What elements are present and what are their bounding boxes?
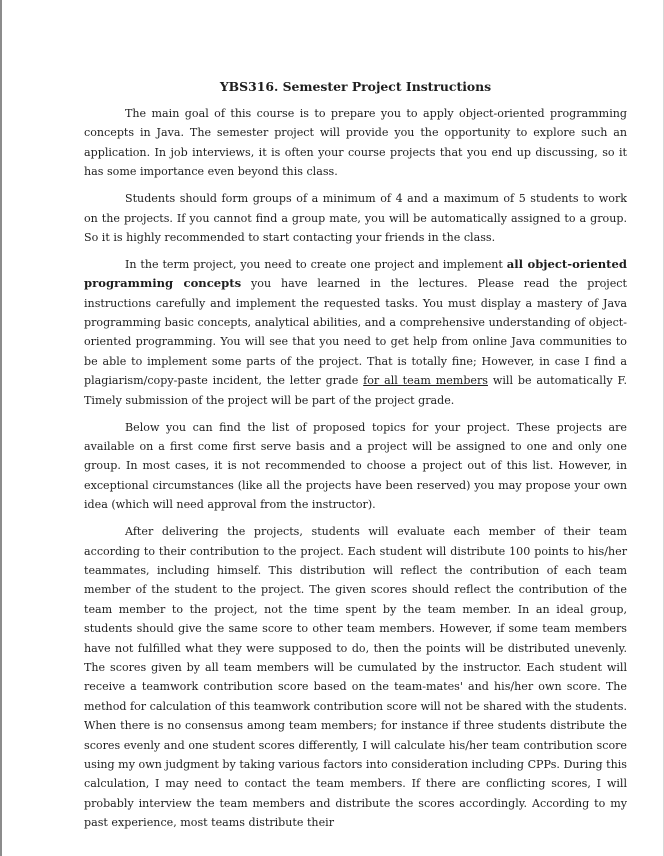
- emphasis-oop-concepts: all object-oriented programming concepts: [84, 256, 627, 291]
- requirements-middle-text: you have learned in the lectures. Please read the project instructions carefully and implement the requested tasks. You must display a mastery of Java programming basic concepts, analytical abilities, and a comprehensive understanding of object-oriented programming. You will see that you need to get help from online Java communities to be able to implement some parts of the project. That is totally fine; However, in case I find a plagiarism/copy-paste incident, the letter grade: [84, 277, 627, 388]
- requirements-intro-text: In the term project, you need to create one project and implement: [125, 257, 507, 271]
- document-page: [84, 76, 627, 833]
- paragraph-course-goal: The main goal of this course is to prepare you to apply object-oriented programming concepts in Java. The semester project will provide you the opportunity to explore such an application. In job interviews, it is often your course projects that you end up discussing, so it has some importance even beyond this class.: [84, 107, 627, 179]
- underline-all-team-members: for all team members: [363, 374, 488, 388]
- paragraph-proposed-topics: Below you can find the list of proposed topics for your project. These projects are available on a first come first serve basis and a project will be assigned to one and only one group. In most cases, it is not recommended to choose a project out of this list. However, in exceptional circumstances (like all the projects have been reserved) you may propose your own idea (which will need approval from the instructor).: [84, 420, 627, 512]
- document-title: YBS316. Semester Project Instructions: [219, 79, 492, 94]
- paragraph-peer-evaluation: After delivering the projects, students will evaluate each member of their team according to their contribution to the project. Each student will distribute 100 points to his/her teammates, including himself. This distribution will reflect the contribution of each team member of the student to the project. The given scores should reflect the contribution of the team member to the project, not the time spent by the team member. In an ideal group, students should give the same score to other team members. However, if some team members have not fulfilled what they were supposed to do, then the points will be distributed unevenly. The scores given by all team members will be cumulated by the instructor. Each student will receive a teamwork contribution score based on the team-mates' and his/her own score. The method for calculation of this teamwork contribution score will not be shared with the students. When there is no consensus among team members; for instance if three students distribute the scores evenly and one student scores differently, I will calculate his/her team contribution score using my own judgment by taking various factors into consideration including CPPs. During this calculation, I may need to contact the team members. If there are conflicting scores, I will probably interview the team members and distribute the scores accordingly. According to my past experience, most teams distribute their: [84, 525, 627, 830]
- paragraph-group-formation: Students should form groups of a minimum of 4 and a maximum of 5 students to work on the projects. If you cannot find a group mate, you will be automatically assigned to a group. So it is highly recommended to start contacting your friends in the class.: [84, 192, 627, 244]
- requirements-end-text: will be automatically F. Timely submission of the project will be part of the project grade.: [84, 374, 627, 407]
- paragraph-project-requirements: [84, 255, 627, 410]
- page-left-border: [0, 0, 2, 856]
